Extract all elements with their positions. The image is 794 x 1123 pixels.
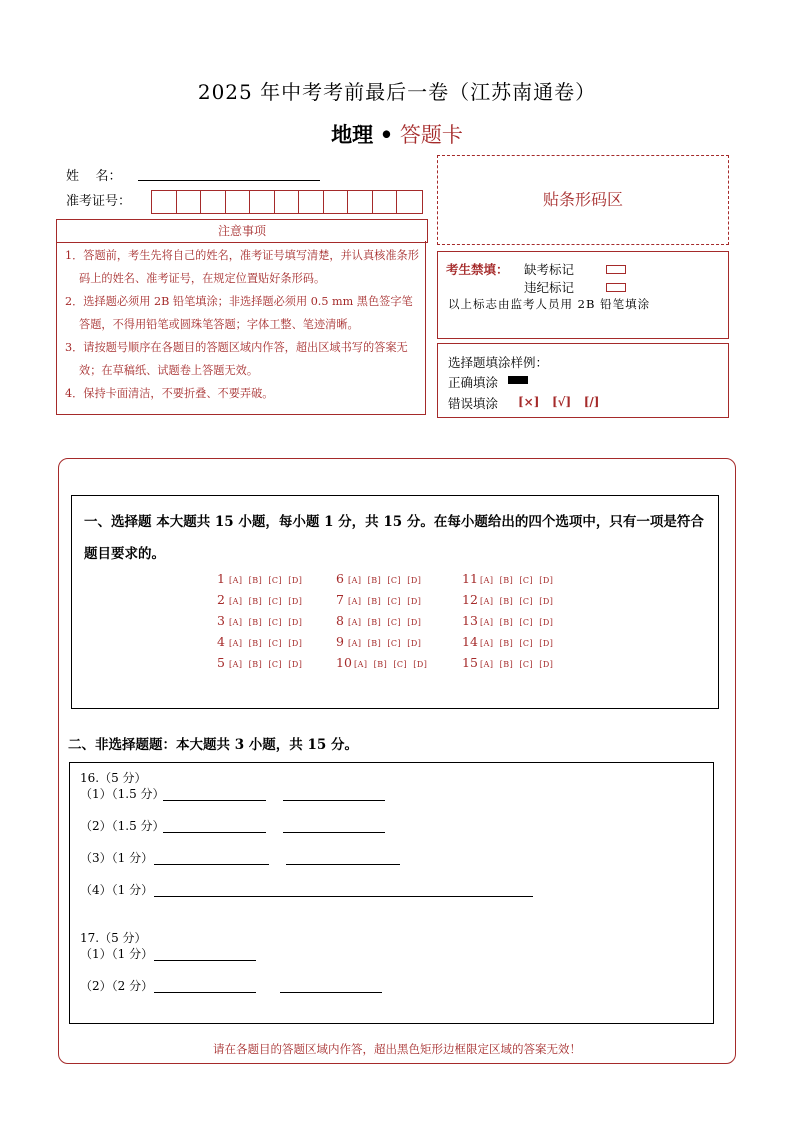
q16-part3-blank-a[interactable]: [154, 863, 269, 865]
notice-item: 3．请按题号顺序在各题目的答题区域内作答，超出区域书写的答案无效；在草稿纸、试题卷上答题无效。: [65, 341, 408, 377]
mcq-options[interactable]: [A] [B] [C] [D]: [480, 576, 554, 585]
mcq-question-15: [462, 652, 553, 671]
mcq-options[interactable]: [A] [B] [C] [D]: [229, 660, 303, 669]
id-digit-box[interactable]: [275, 191, 300, 213]
mcq-question-3: [217, 610, 302, 629]
mcq-question-12: [462, 589, 553, 608]
mcq-options[interactable]: [A] [B] [C] [D]: [348, 576, 422, 585]
name-field[interactable]: [138, 180, 320, 181]
mcq-question-number: 12: [462, 592, 478, 607]
mcq-question-number: 10: [336, 655, 352, 670]
correct-fill-label: 正确填涂: [448, 375, 499, 390]
absent-label: 缺考标记: [524, 262, 575, 277]
id-digit-box[interactable]: [299, 191, 324, 213]
q16-part2-label: （2）（1.5 分）: [80, 819, 165, 833]
mcq-question-number: 14: [462, 634, 478, 649]
notice-item: 1．答题前，考生先将自己的姓名，准考证号填写清楚，并认真核准条形码上的姓名、准考证号，在规定位置贴好条形码。: [65, 249, 419, 285]
card-title: [0, 119, 794, 149]
mcq-options[interactable]: [A] [B] [C] [D]: [480, 618, 554, 627]
q17-part1-label: （1）（1 分）: [80, 947, 154, 961]
mcq-question-number: 4: [217, 634, 225, 649]
q16-part4-blank[interactable]: [154, 895, 533, 897]
mcq-options[interactable]: [A] [B] [C] [D]: [348, 639, 422, 648]
q17-part2-blank-a[interactable]: [154, 991, 256, 993]
mcq-question-number: 7: [336, 592, 344, 607]
name-label: 姓 名：: [66, 169, 122, 184]
title-dot: •: [379, 122, 394, 147]
id-digit-box[interactable]: [201, 191, 226, 213]
filled-mark-sample: [508, 376, 528, 384]
wrong-marks-sample: [×] [√] [/]: [518, 395, 600, 409]
absent-mark-box[interactable]: [606, 261, 626, 276]
mcq-options[interactable]: [A] [B] [C] [D]: [348, 597, 422, 606]
violation-mark-box[interactable]: [606, 279, 626, 294]
mcq-heading-line2: 题目要求的。: [84, 546, 165, 562]
notice-item: 4．保持卡面清洁，不要折叠、不要弄破。: [65, 387, 274, 400]
id-label: 准考证号：: [66, 194, 132, 209]
wrong-fill-label: 错误填涂: [448, 396, 499, 411]
mcq-options[interactable]: [A] [B] [C] [D]: [480, 639, 554, 648]
q17-part2-label: （2）（2 分）: [80, 979, 154, 993]
subject: 地理: [331, 122, 374, 147]
id-digit-box[interactable]: [324, 191, 349, 213]
q16-part1-label: （1）（1.5 分）: [80, 787, 165, 801]
proctor-box: [437, 251, 729, 339]
q17-title: 17.（5 分）: [80, 931, 147, 945]
exam-title: 2025 年中考考前最后一卷（江苏南通卷）: [197, 80, 597, 104]
mcq-question-number: 11: [462, 571, 478, 586]
mcq-question-number: 15: [462, 655, 478, 670]
mcq-question-10: [336, 652, 427, 671]
forbid-note: 以上标志由监考人员用 2B 铅笔填涂: [448, 297, 651, 311]
mcq-question-7: [336, 589, 421, 608]
fill-sample-title: 选择题填涂样例：: [448, 355, 549, 370]
q17-part2-blank-b[interactable]: [280, 991, 382, 993]
q16-part1-blank-b[interactable]: [283, 799, 385, 801]
mcq-question-6: [336, 568, 421, 587]
mcq-question-2: [217, 589, 302, 608]
mcq-options[interactable]: [A] [B] [C] [D]: [480, 597, 554, 606]
mcq-options[interactable]: [A] [B] [C] [D]: [480, 660, 554, 669]
fill-sample-box: [437, 343, 729, 418]
q16-part2-blank-a[interactable]: [163, 831, 266, 833]
id-digit-box[interactable]: [397, 191, 422, 213]
answer-card-label: 答题卡: [399, 123, 463, 147]
id-digit-box[interactable]: [226, 191, 251, 213]
mcq-options[interactable]: [A] [B] [C] [D]: [229, 576, 303, 585]
mcq-options[interactable]: [A] [B] [C] [D]: [354, 660, 428, 669]
mcq-question-1: [217, 568, 302, 587]
q16-part1-blank-a[interactable]: [163, 799, 266, 801]
notice-box: [56, 241, 426, 415]
mcq-question-number: 3: [217, 613, 225, 628]
mcq-heading-line1: 一、选择题 本大题共 15 小题，每小题 1 分，共 15 分。在每小题给出的四个选项中，只有一项是符合: [84, 514, 704, 530]
q16-title: 16.（5 分）: [80, 771, 147, 785]
notice-item: 2．选择题必须用 2B 铅笔填涂；非选择题必须用 0.5 mm 黑色签字笔答题，不得用铅笔或圆珠笔答题；字体工整、笔迹清晰。: [65, 295, 413, 331]
q16-part4-label: （4）（1 分）: [80, 883, 154, 897]
q16-part3-blank-b[interactable]: [286, 863, 400, 865]
mcq-question-4: [217, 631, 302, 650]
id-number-boxes[interactable]: [151, 190, 423, 214]
mcq-question-number: 9: [336, 634, 344, 649]
footer-warning: 请在各题目的答题区域内作答，超出黑色矩形边框限定区域的答案无效！: [213, 1042, 581, 1056]
mcq-question-number: 5: [217, 655, 225, 670]
id-digit-box[interactable]: [373, 191, 398, 213]
mcq-question-14: [462, 631, 553, 650]
q16-part3-label: （3）（1 分）: [80, 851, 154, 865]
mcq-section: [71, 495, 719, 709]
forbid-title: 考生禁填：: [446, 262, 509, 277]
mcq-question-number: 13: [462, 613, 478, 628]
section2-box: [69, 762, 714, 1024]
mcq-options[interactable]: [A] [B] [C] [D]: [229, 597, 303, 606]
section2-heading: 二、非选择题题：本大题共 3 小题，共 15 分。: [68, 737, 358, 753]
mcq-question-number: 2: [217, 592, 225, 607]
mcq-options[interactable]: [A] [B] [C] [D]: [229, 618, 303, 627]
q16-part2-blank-b[interactable]: [283, 831, 385, 833]
id-digit-box[interactable]: [177, 191, 202, 213]
violation-label: 违纪标记: [524, 280, 575, 295]
mcq-options[interactable]: [A] [B] [C] [D]: [348, 618, 422, 627]
mcq-question-8: [336, 610, 421, 629]
mcq-question-9: [336, 631, 421, 650]
mcq-question-11: [462, 568, 553, 587]
id-digit-box[interactable]: [348, 191, 373, 213]
barcode-area: 贴条形码区: [437, 155, 729, 245]
id-digit-box[interactable]: [152, 191, 177, 213]
mcq-question-13: [462, 610, 553, 629]
id-digit-box[interactable]: [250, 191, 275, 213]
mcq-question-number: 6: [336, 571, 344, 586]
q17-part1-blank[interactable]: [154, 959, 256, 961]
mcq-question-number: 8: [336, 613, 344, 628]
notice-heading: 注意事项: [56, 219, 428, 243]
mcq-question-5: [217, 652, 302, 671]
mcq-options[interactable]: [A] [B] [C] [D]: [229, 639, 303, 648]
mcq-question-number: 1: [217, 571, 225, 586]
